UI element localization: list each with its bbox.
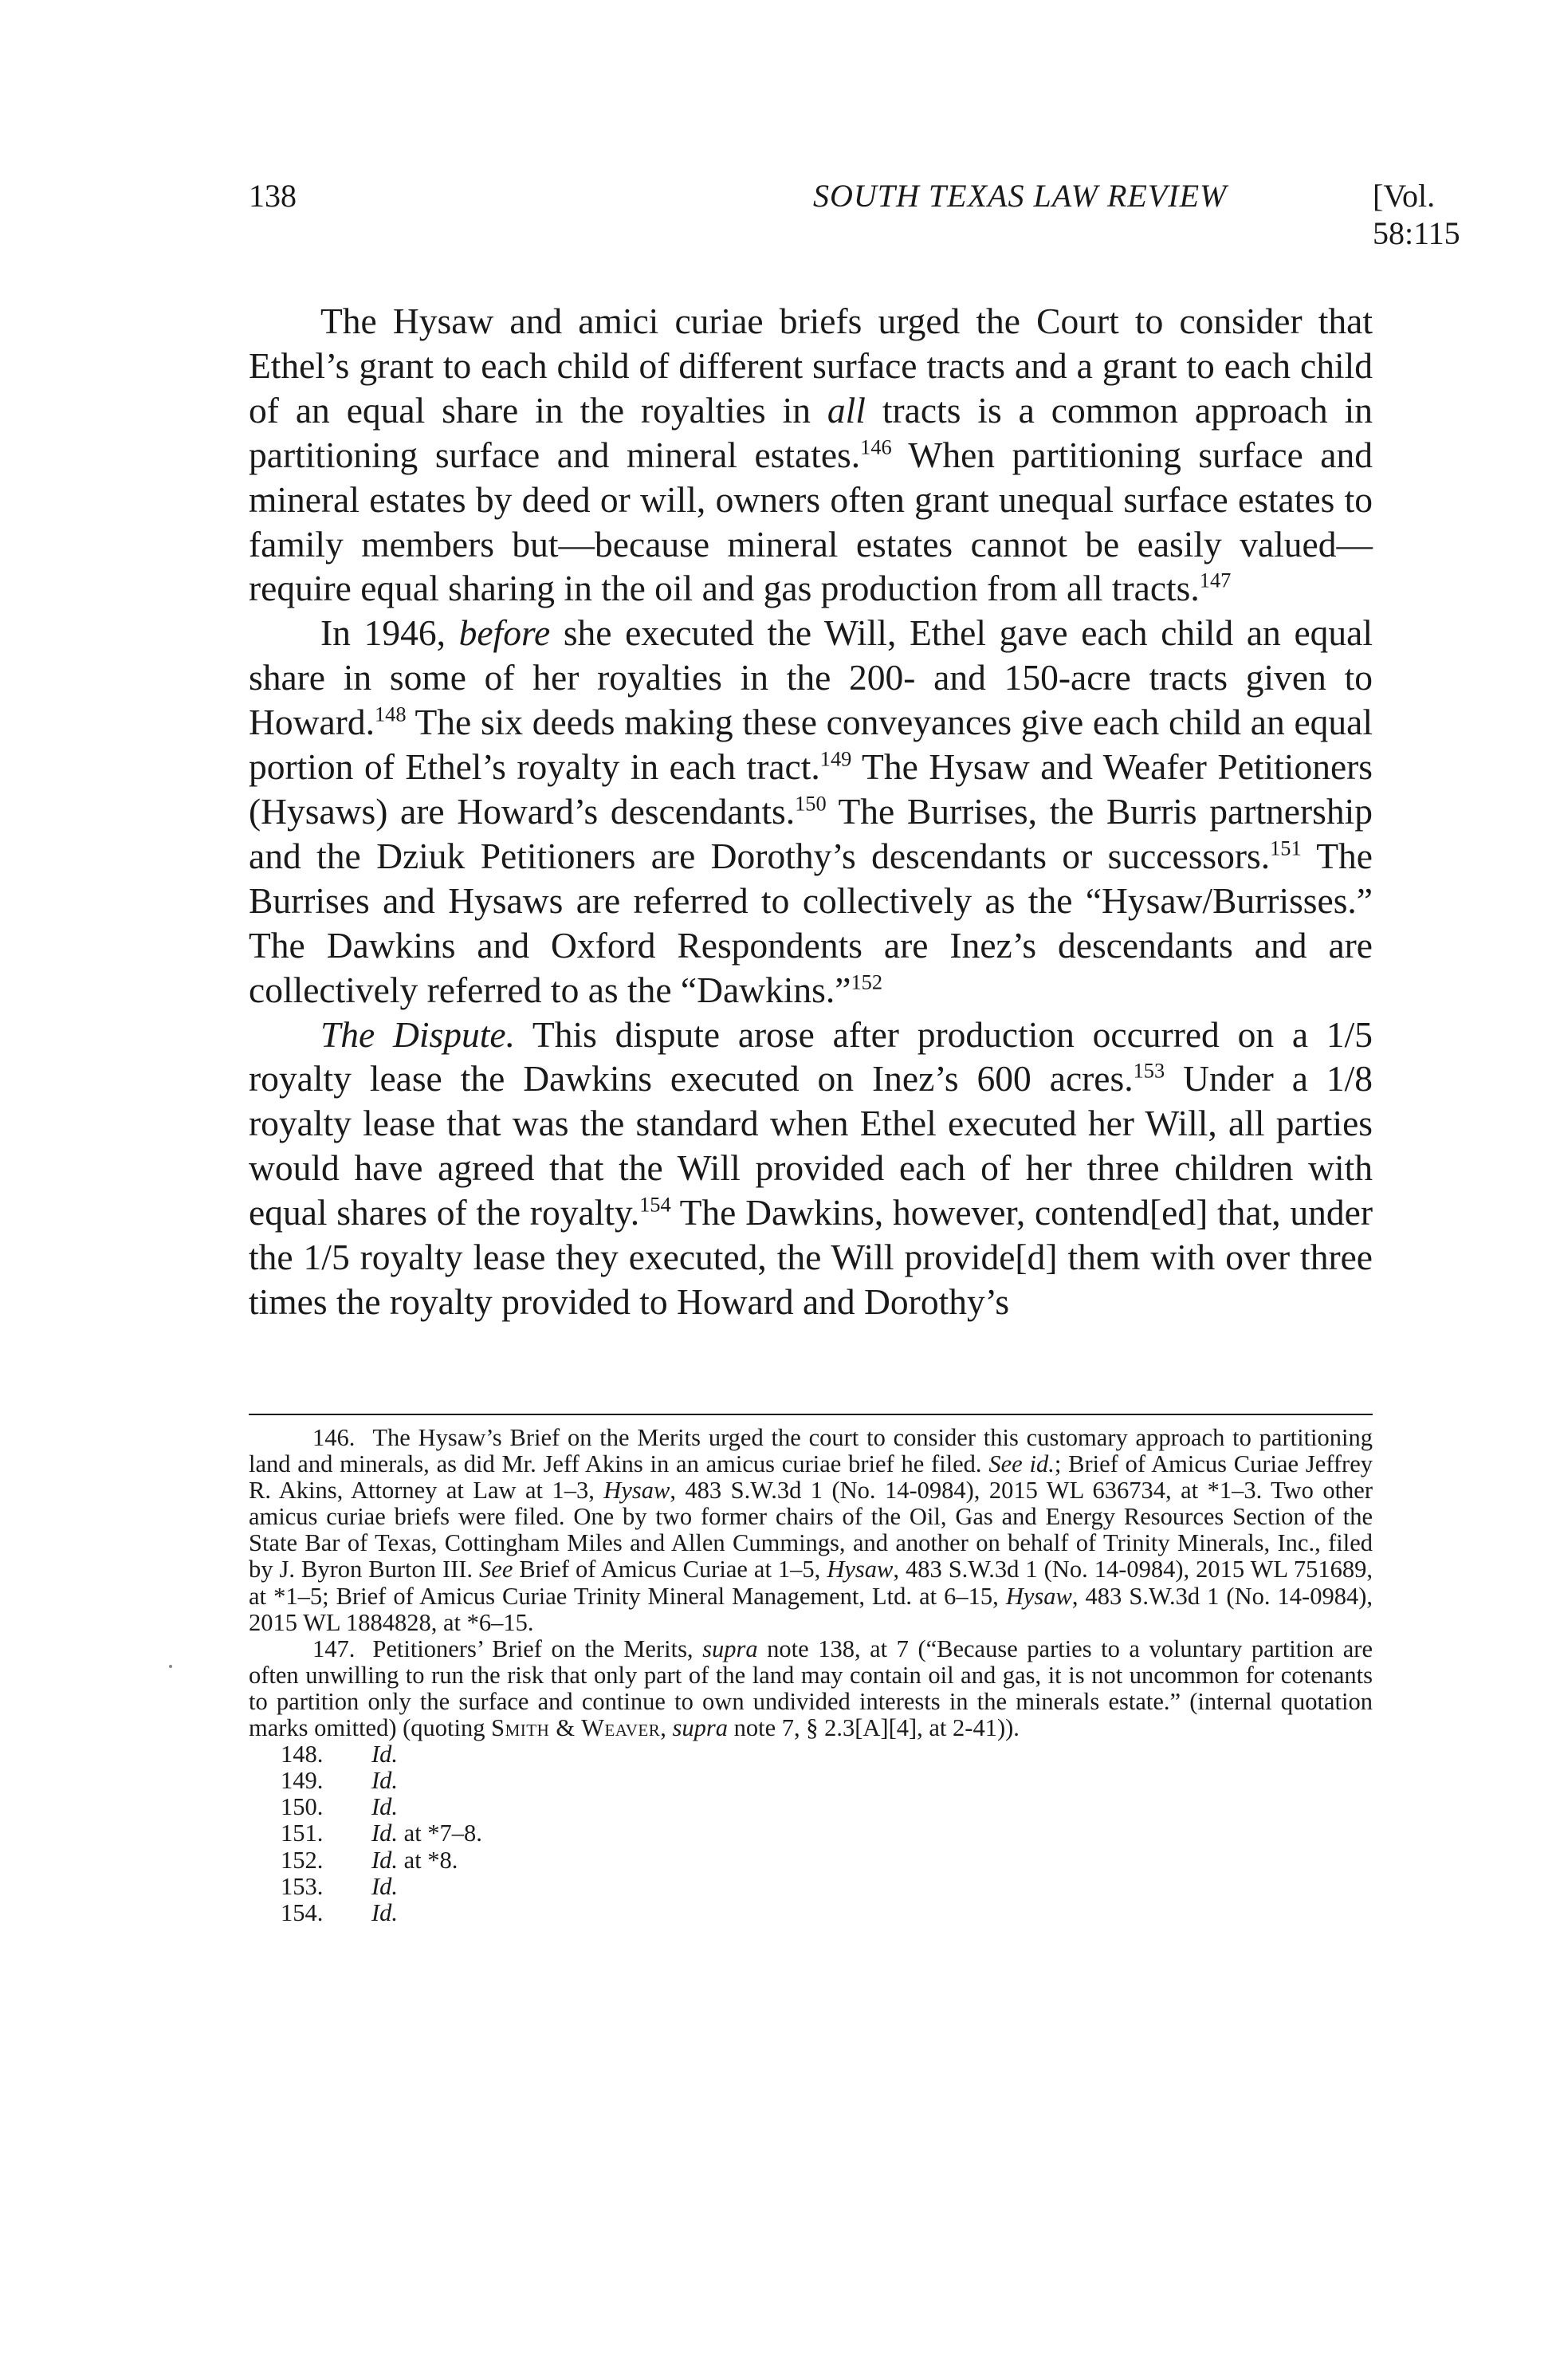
footnote-ref-154[interactable]: 154 xyxy=(639,1192,671,1217)
text-run: The Hysaw’s Brief on the Merits urged the court to consider this customary approach to partitioning land and minerals, as did Mr. Jeff Akins in an amicus curiae brief he filed. xyxy=(249,1424,1373,1478)
body-paragraph-2 xyxy=(249,611,1373,1012)
footnote-number: 152. xyxy=(281,1846,324,1874)
footnote-150 xyxy=(249,1794,1373,1820)
footnote-number: 153. xyxy=(281,1872,324,1900)
id-citation: Id. xyxy=(371,1846,399,1874)
case-name: Hysaw xyxy=(827,1556,894,1583)
journal-title: SOUTH TEXAS LAW REVIEW xyxy=(813,178,1228,214)
footnote-148 xyxy=(249,1741,1373,1768)
text-run: note 7, § 2.3[A][4], at 2-41)). xyxy=(727,1714,1020,1742)
scan-speck xyxy=(169,1665,172,1668)
volume-citation: [Vol. 58:115 xyxy=(1373,178,1460,251)
footnote-number: 147. xyxy=(312,1635,356,1662)
footnote-number: 148. xyxy=(281,1741,324,1768)
body-text xyxy=(249,299,1373,1324)
footnote-number: 150. xyxy=(281,1793,324,1821)
emphasis: supra xyxy=(702,1635,758,1662)
footnote-ref-151[interactable]: 151 xyxy=(1270,836,1302,860)
id-citation: Id. xyxy=(371,1741,399,1768)
text-run: When partitioning surface and mineral estates by deed or will, owners often grant unequal surface estates to family members but—because mineral estates cannot be easily valued—require equal sharing in the oil and gas production from all tracts. xyxy=(249,434,1373,609)
text-run: at *8. xyxy=(398,1846,458,1874)
id-citation: Id. xyxy=(371,1872,399,1900)
text-run: The Hysaw and Weafer Petitioners (Hysaws) are Howard’s descendants. xyxy=(249,746,1373,832)
footnote-ref-152[interactable]: 152 xyxy=(851,970,883,994)
section-heading: The Dispute. xyxy=(320,1013,515,1055)
footnote-number: 154. xyxy=(281,1898,324,1926)
text-run: The six deeds making these conveyances give each child an equal portion of Ethel’s royalty in each tract. xyxy=(249,702,1373,788)
page-number: 138 xyxy=(249,178,297,214)
text-run: note 138, at 7 (“Because parties to a voluntary partition are often unwilling to run the risk that only part of the land may contain oil and gas, it is not uncommon for cotenants to partition only the surface and continue to own undivided interests in the minerals estate.” (internal quotation marks omitted) (quoting xyxy=(249,1635,1373,1742)
footnote-divider xyxy=(249,1414,1373,1415)
text-run: The Dawkins, however, contend[ed] that, under the 1/5 royalty lease they executed, the Will provide[d] them with over three times the royalty provided to Howard and Dorothy’s xyxy=(249,1192,1373,1322)
text-run: at *7–8. xyxy=(398,1819,482,1847)
id-citation: Id. xyxy=(371,1898,399,1926)
case-name: Hysaw xyxy=(1005,1582,1072,1610)
footnote-ref-147[interactable]: 147 xyxy=(1199,568,1232,593)
running-header xyxy=(249,177,1460,251)
case-name: Hysaw xyxy=(603,1477,670,1505)
author-names: Smith & Weaver xyxy=(491,1714,661,1742)
footnote-ref-146[interactable]: 146 xyxy=(860,435,892,459)
body-paragraph-3 xyxy=(249,1013,1373,1324)
text-run: Petitioners’ Brief on the Merits, xyxy=(372,1635,703,1662)
text-run: This dispute arose after production occurred on a 1/5 royalty lease the Dawkins executed on Inez’s 600 acres. xyxy=(249,1013,1373,1100)
footnote-153 xyxy=(249,1874,1373,1900)
footnotes xyxy=(249,1425,1373,1926)
text-run: Brief of Amicus Curiae at 1–5, xyxy=(513,1556,827,1583)
footnote-ref-150[interactable]: 150 xyxy=(795,791,827,816)
id-citation: Id. xyxy=(371,1819,399,1847)
text-run: , xyxy=(660,1714,673,1742)
text-run: In 1946, xyxy=(320,612,459,654)
footnote-149 xyxy=(249,1768,1373,1794)
id-citation: Id. xyxy=(371,1767,399,1795)
body-paragraph-1 xyxy=(249,299,1373,611)
emphasis: See xyxy=(479,1556,513,1583)
text-run: The Burrises and Hysaws are referred to collectively as the “Hysaw/Burrisses.” The Dawkins and Oxford Respondents are Inez’s descendants and are collectively referred to as the “Dawkins.” xyxy=(249,835,1373,1010)
footnote-151 xyxy=(249,1820,1373,1847)
text-run: The Burrises, the Burris partnership and the Dziuk Petitioners are Dorothy’s descendants or successors. xyxy=(249,790,1373,876)
footnote-number: 151. xyxy=(281,1819,324,1847)
text-run: , 483 S.W.3d 1 (No. 14-0984), 2015 WL 1884828, at *6–15. xyxy=(249,1582,1373,1636)
text-run: The Hysaw and amici curiae briefs urged the Court to consider that Ethel’s grant to each child of different surface tracts and a grant to each child of an equal share in the royalties in xyxy=(249,301,1373,431)
text-run: she executed the Will, Ethel gave each child an equal share in some of her royalties in the 200- and 150-acre tracts given to Howard. xyxy=(249,612,1373,743)
footnote-152 xyxy=(249,1847,1373,1874)
footnote-ref-153[interactable]: 153 xyxy=(1133,1059,1165,1084)
id-citation: Id. xyxy=(371,1793,399,1821)
text-run: , 483 S.W.3d 1 (No. 14-0984), 2015 WL 636734, at *1–3. Two other amicus curiae briefs were filed. One by two former chairs of the Oil, Gas and Energy Resources Section of the State Bar of Texas, Cottingham Miles and Allen Cummings, and another on behalf of Trinity Minerals, Inc., filed by J. Byron Burton III. xyxy=(249,1477,1373,1583)
emphasis: supra xyxy=(672,1714,728,1742)
emphasis: all xyxy=(827,389,866,431)
footnote-147 xyxy=(249,1636,1373,1741)
footnote-ref-149[interactable]: 149 xyxy=(819,746,852,771)
text-run: tracts is a common approach in partitioning surface and mineral estates. xyxy=(249,389,1373,475)
text-run: , 483 S.W.3d 1 (No. 14-0984), 2015 WL 751689, at *1–5; Brief of Amicus Curiae Trinity Mineral Management, Ltd. at 6–15, xyxy=(249,1556,1373,1610)
text-run: ; Brief of Amicus Curiae Jeffrey R. Akins, Attorney at Law at 1–3, xyxy=(249,1450,1373,1505)
footnote-146 xyxy=(249,1425,1373,1636)
footnote-number: 146. xyxy=(312,1424,356,1451)
footnote-number: 149. xyxy=(281,1767,324,1795)
footnote-154 xyxy=(249,1900,1373,1926)
text-run: Under a 1/8 royalty lease that was the standard when Ethel executed her Will, all parties would have agreed that the Will provided each of her three children with equal shares of the royalty. xyxy=(249,1058,1373,1233)
emphasis: before xyxy=(458,612,551,654)
footnote-ref-148[interactable]: 148 xyxy=(374,702,407,726)
emphasis: See id. xyxy=(988,1450,1055,1478)
